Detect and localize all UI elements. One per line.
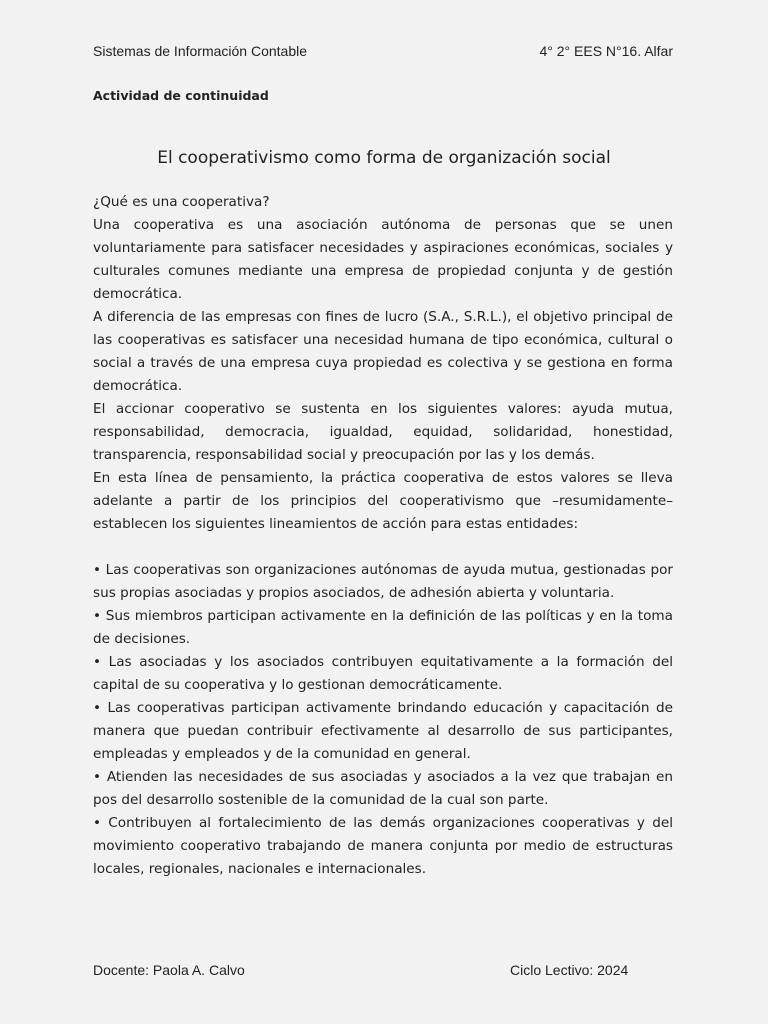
footer-year: Ciclo Lectivo: 2024: [510, 962, 629, 978]
footer-teacher: Docente: Paola A. Calvo: [93, 962, 245, 978]
spacer: [93, 536, 673, 559]
class-info: 4° 2° EES N°16. Alfar: [539, 43, 673, 59]
bullet-item: • Atienden las necesidades de sus asociadas y asociados a la vez que trabajan en pos del desarrollo sostenible de la comunidad de la cual son parte.: [93, 769, 673, 808]
bullet-item: • Contribuyen al fortalecimiento de las demás organizaciones cooperativas y del movimiento cooperativo trabajando de manera conjunta por medio de estructuras locales, regionales, nacionales e internacionales.: [93, 815, 673, 877]
bullet-item: • Las cooperativas son organizaciones autónomas de ayuda mutua, gestionadas por sus propias asociadas y propios asociados, de adhesión abierta y voluntaria.: [93, 562, 673, 601]
course-name: Sistemas de Información Contable: [93, 43, 307, 59]
page-header: [93, 43, 673, 59]
activity-subtitle: Actividad de continuidad: [93, 88, 269, 103]
paragraph: Una cooperativa es una asociación autónoma de personas que se unen voluntariamente para satisfacer necesidades y aspiraciones económicas, sociales y culturales comunes mediante una empresa de propiedad conjunta y de gestión democrática.: [93, 217, 673, 302]
paragraph: A diferencia de las empresas con fines de lucro (S.A., S.R.L.), el objetivo principal de las cooperativas es satisfacer una necesidad humana de tipo económica, cultural o social a través de una empresa cuya propiedad es colectiva y se gestiona en forma democrática.: [93, 309, 673, 394]
bullet-item: • Sus miembros participan activamente en la definición de las políticas y en la toma de decisiones.: [93, 608, 673, 647]
paragraph: El accionar cooperativo se sustenta en los siguientes valores: ayuda mutua, responsabilidad, democracia, igualdad, equidad, solidaridad, honestidad, transparencia, responsabilidad social y preocupación por las y los demás.: [93, 401, 673, 463]
question-line: ¿Qué es una cooperativa?: [93, 194, 270, 210]
document-title: El cooperativismo como forma de organización social: [157, 148, 611, 168]
bullet-item: • Las cooperativas participan activamente brindando educación y capacitación de manera que puedan contribuir efectivamente al desarrollo de sus participantes, empleadas y empleados y de la comunidad en general.: [93, 700, 673, 762]
document-body: [93, 191, 673, 881]
paragraph: En esta línea de pensamiento, la práctica cooperativa de estos valores se lleva adelante a partir de los principios del cooperativismo que –resumidamente– establecen los siguientes lineamientos de acción para estas entidades:: [93, 470, 673, 532]
bullet-item: • Las asociadas y los asociados contribuyen equitativamente a la formación del capital de su cooperativa y lo gestionan democráticamente.: [93, 654, 673, 693]
